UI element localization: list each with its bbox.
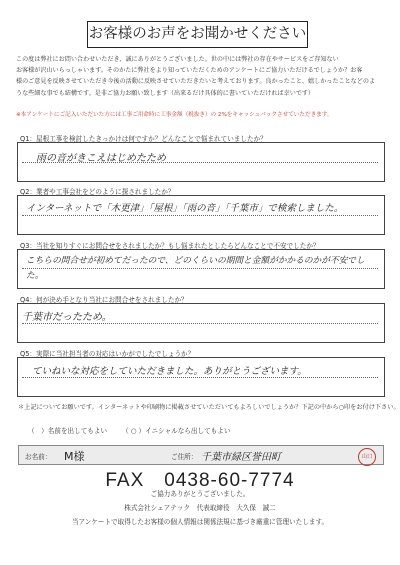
q2-answer-box bbox=[17, 195, 385, 235]
name-label: お名前： bbox=[25, 453, 52, 461]
ruled-line bbox=[22, 215, 378, 216]
cashback-note: ※本アンケートにご記入いただいた方には工事ご用命時に工事金額（税抜き）の 2%をキャッシュバックさせていただきます。 bbox=[16, 112, 333, 118]
ruled-line bbox=[22, 162, 378, 163]
q5-label: Q5：実際に当社担当者の対応はいかがでしたでしょうか？ bbox=[20, 350, 195, 358]
q3-answer: こちらの問合せが初めてだったので、どのくらいの期間と金額がかかるのかが不安でした。 bbox=[26, 256, 365, 281]
ruled-line bbox=[22, 377, 378, 378]
q1-answer: 雨の音がきこえはじめたため bbox=[36, 153, 166, 164]
fax-number: FAX 0438-60-7774 bbox=[105, 470, 295, 491]
q2-answer: インターネットで「木更津」「屋根」「雨の音」「千葉市」で検索しました。 bbox=[26, 203, 344, 214]
intro-line: 様のご意見を反映させていただき今後の活動に反映させていただきたいと考えております。良かったこと、嬉しかったことなどのよ bbox=[16, 78, 376, 86]
q4-answer-box bbox=[17, 303, 385, 343]
intro-line: うな些細な事でも結構です。是非ご協力お願い致します（出来るだけ具体的に書いていただければ幸いです） bbox=[16, 89, 315, 97]
page-title: お客様のお声をお聞かせください bbox=[87, 21, 308, 48]
ruled-line bbox=[22, 323, 378, 324]
q2-label: Q2：業者や工事会社をどのように探されましたか？ bbox=[20, 188, 175, 196]
q1-label: Q1：屋根工事を検討したきっかけは何ですか？どんなことで悩まれていましたか？ bbox=[20, 135, 267, 143]
option-name: （ ）名前を出してもよい bbox=[28, 427, 108, 435]
q3-label: Q3：当社を知りすぐにお問合せをされましたか？もし悩まれたとしたらどんなことで不安でしたか？ bbox=[20, 242, 320, 250]
address-label: ご住所： bbox=[171, 453, 198, 461]
permission-question: ＊上記についてお願いです。インターネットや印刷物に掲載させていただいてもよろしいでしょうか？下記の中から○印をお付け下さい。 bbox=[18, 404, 400, 411]
intro-line: お客様が沢山いらっしゃいます。そのかたに弊社をより知っていただくためのアンケートにご協力いただけるでしょうか？お客 bbox=[16, 67, 363, 75]
customer-info-bar bbox=[18, 445, 384, 465]
q4-answer: 千葉市だったため。 bbox=[22, 312, 112, 323]
q1-answer-box bbox=[17, 142, 385, 182]
company-name: 株式会社シェアテック 代表取締役 大久保 誠二 bbox=[124, 504, 276, 512]
q5-answer-box bbox=[17, 357, 385, 397]
thanks-text: ご協力ありがとうございました。 bbox=[150, 490, 250, 498]
customer-address: 千葉市緑区誉田町 bbox=[201, 452, 281, 463]
intro-line: この度は弊社にお問い合わせいただき、誠にありがとうございました。世の中には弊社の存在やサービスをご存知ない bbox=[16, 56, 339, 63]
option-initial: （ ○ ）イニシャルなら出してもよい bbox=[122, 427, 231, 435]
intro-paragraph bbox=[16, 54, 388, 99]
q5-answer: ていねいな対応をしていただきました。ありがとうございます。 bbox=[32, 366, 307, 377]
seal-stamp: 山口 bbox=[358, 448, 376, 466]
privacy-notice: 当アンケートで取得したお客様の個人情報は関係法規に基づき厳重に管理いたします。 bbox=[71, 518, 329, 526]
ruled-line bbox=[22, 268, 378, 269]
q3-answer-box bbox=[17, 249, 385, 289]
q4-label: Q4：何が決め手となり当社にお問合せをされましたか？ bbox=[20, 296, 188, 304]
customer-name: M様 bbox=[64, 450, 85, 463]
